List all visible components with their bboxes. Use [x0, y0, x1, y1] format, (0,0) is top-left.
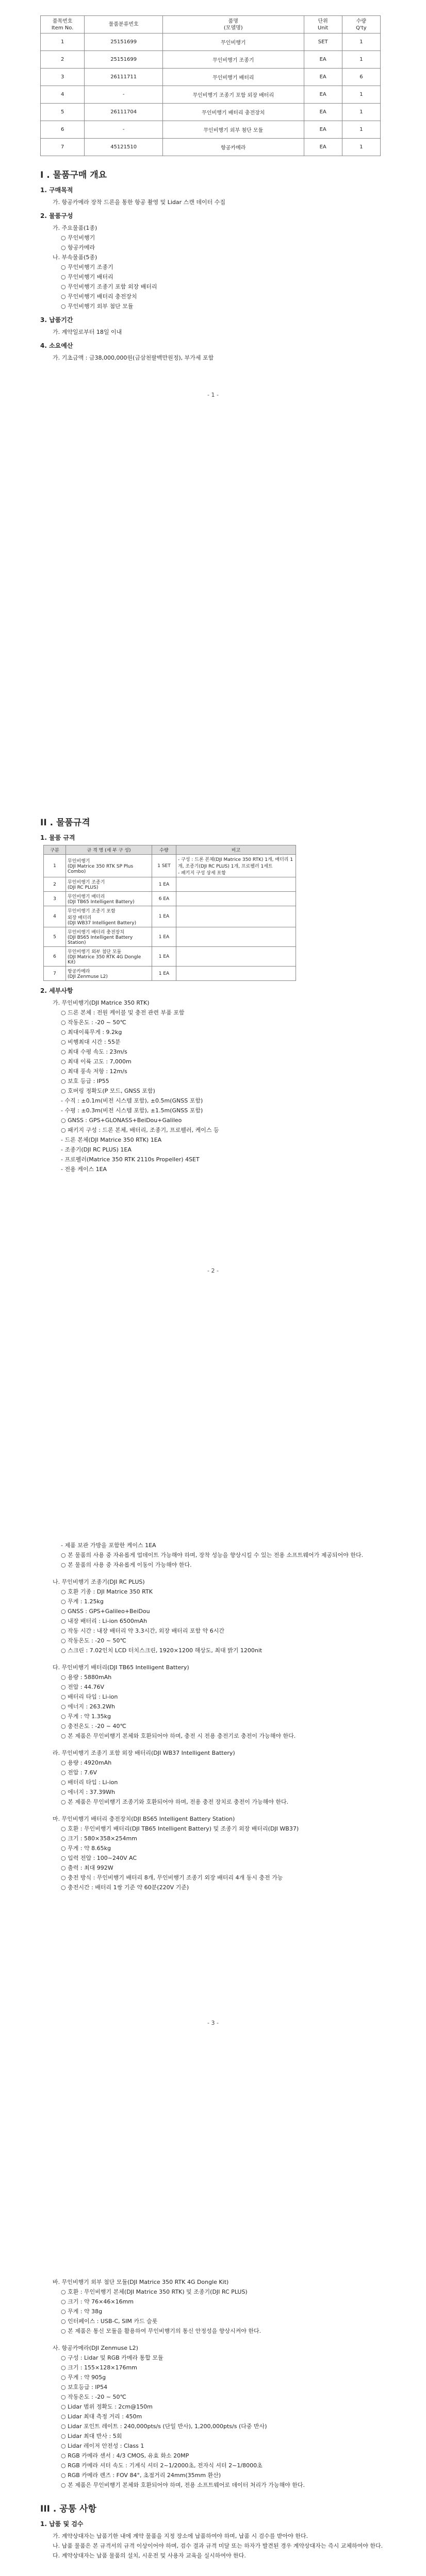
- table-row: [44, 855, 296, 877]
- table-row: [41, 121, 381, 139]
- table-cell: EA: [304, 139, 342, 156]
- list-item: - 조종기(DJI RC PLUS) 1EA: [61, 1146, 132, 1153]
- table-cell: 1 EA: [152, 967, 176, 981]
- list-item: ○ 본 물품의 사용 중 자유롭게 업데이트 가능해야 하며, 장착 성능을 향상시킬 수 있는 전용 소프트웨어가 제공되어야 한다.: [61, 1552, 364, 1558]
- list-item: ○ Lidar 최대 반사 : 5회: [61, 2433, 122, 2439]
- table-cell: -: [85, 86, 163, 104]
- list-item: ○ 크기 : 580×358×254mm: [61, 1835, 137, 1842]
- list-item: ○ 충전온도 : -20 ~ 40℃: [61, 1723, 126, 1730]
- header-cell: 단위 Unit: [304, 16, 342, 33]
- list-item: ○ 무인비행기 조종기 포함 외장 배터리: [61, 283, 157, 290]
- list-item: ○ 스크린 : 7.02인치 LCD 터치스크린, 1920×1200 해상도, 최대 밝기 1200nit: [61, 1647, 263, 1654]
- table-cell: 1 EA: [152, 877, 176, 892]
- table-cell: 25151699: [85, 33, 163, 51]
- table-cell: 무인비행기 조종기 (DJI RC PLUS): [66, 877, 152, 892]
- list-item: ○ 무게 : 1.25kg: [61, 1598, 104, 1605]
- list-item: ○ RGB 카메라 센서 : 4/3 CMOS, 유효 화소 20MP: [61, 2452, 189, 2459]
- s1-line: 가. 항공카메라 장착 드론을 통한 항공 촬영 및 Lidar 스캔 데이터 수집: [53, 199, 226, 206]
- list-item: ○ 출력 : 최대 992W: [61, 1865, 113, 1871]
- list-item: ○ 무인비행기 배터리: [61, 274, 113, 280]
- table-row: [44, 927, 296, 947]
- table-cell: 1: [342, 86, 380, 104]
- table-cell: [176, 906, 296, 927]
- list-item: ○ 최대이륙무게 : 9.2kg: [61, 1029, 122, 1036]
- table-cell: 1: [342, 51, 380, 69]
- page-4: [0, 2257, 426, 2576]
- spec-table-header: [44, 845, 296, 855]
- sub-heading: 다. 무인비행기 배터리(DJI TB65 Intelligent Battery): [53, 1664, 189, 1671]
- header-cell: 물품분류번호: [85, 16, 163, 33]
- list-item: ○ 작동온도 : -20 ~ 50℃: [61, 2394, 126, 2400]
- table-cell: 1: [41, 33, 85, 51]
- table-cell: 1 EA: [152, 906, 176, 927]
- list-item: ○ 내장 배터리 : Li-ion 6500mAh: [61, 1618, 148, 1624]
- items-table: [40, 15, 381, 156]
- table-cell: EA: [304, 69, 342, 86]
- table-cell: [176, 947, 296, 967]
- table-cell: 1: [342, 139, 380, 156]
- list-item: ○ 패키지 구성 : 드론 본체, 배터리, 조종기, 프로펠러, 케이스 등: [61, 1127, 219, 1133]
- table-cell: -: [85, 121, 163, 139]
- s2a-line: 가. 주요물품(1종): [53, 225, 97, 231]
- table-cell: 무인비행기 외부 첨단 모듈: [163, 121, 304, 139]
- table-cell: 1 EA: [152, 927, 176, 947]
- page-1: [0, 0, 426, 752]
- list-item: ○ 무게 : 약 38g: [61, 2308, 103, 2315]
- header-cell: 수량 Q'ty: [342, 16, 380, 33]
- s3-line: 가. 계약일로부터 18일 이내: [53, 329, 122, 335]
- list-item: ○ 크기 : 약 76×46×16mm: [61, 2298, 134, 2305]
- list-item: - 제품 보관 가방을 포함한 케이스 1EA: [61, 1542, 156, 1549]
- list-item: ○ GNSS : GPS+Galileo+BeiDou: [61, 1608, 150, 1615]
- table-cell: EA: [304, 51, 342, 69]
- table-cell: 무인비행기 배터리 충전장치: [163, 104, 304, 121]
- s2b-line: 나. 부속물품(5종): [53, 254, 97, 261]
- page-3: [0, 1504, 426, 2257]
- list-item: - 수평 : ±0.3m(비전 시스템 포함), ±1.5m(GNSS 포함): [61, 1107, 203, 1114]
- table-cell: 무인비행기 배터리: [163, 69, 304, 86]
- list-item: ○ 본 제품은 통신 모듈을 활용하여 무인비행기의 통신 안정성을 향상시켜야 한다.: [61, 2328, 261, 2334]
- table-row: [44, 892, 296, 906]
- s4-line: 가. 기초금액 : 금38,000,000원(금삼천팔백만원정), 부가세 포함: [53, 354, 214, 361]
- list-item: ○ 본 제품은 무인비행기 본체와 호환되어야 하며, 충전 시 전용 충전기로 충전이 가능해야 한다.: [61, 1733, 296, 1739]
- table-cell: 6: [44, 947, 66, 967]
- table-cell: 무인비행기 (DJI Matrice 350 RTK SP Plus Combo): [66, 855, 152, 877]
- list-item: ○ 크기 : 155×128×176mm: [61, 2364, 137, 2371]
- table-cell: 4: [41, 86, 85, 104]
- list-item: 다. 계약상대자는 납품 물품의 설치, 시운전 및 사용자 교육을 실시하여야 한다.: [53, 2552, 246, 2559]
- table-cell: 무인비행기: [163, 33, 304, 51]
- list-item: ○ RGB 카메라 셔터 속도 : 기계식 셔터 2~1/2000초, 전자식 셔터 2~1/8000초: [61, 2462, 263, 2469]
- sub-heading: 마. 무인비행기 배터리 충전장치(DJI BS65 Intelligent Battery Station): [53, 1816, 235, 1822]
- list-item: 나. 납품 물품은 본 규격서의 규격 이상이어야 하며, 검수 결과 규격 미달 또는 하자가 발견된 경우 계약상대자는 즉시 교체하여야 한다.: [53, 2543, 383, 2549]
- list-item: ○ 무인비행기: [61, 234, 95, 241]
- table-cell: 항공카메라: [163, 139, 304, 156]
- list-item: ○ 본 제품은 무인비행기 본체와 호환되어야 하며, 전용 소프트웨어로 데이터 처리가 가능해야 한다.: [61, 2482, 305, 2488]
- list-item: ○ 최대 수평 속도 : 23m/s: [61, 1048, 127, 1055]
- table-row: [44, 906, 296, 927]
- list-item: ○ 무게 : 약 1.35kg: [61, 1713, 111, 1720]
- table-cell: 1: [342, 104, 380, 121]
- sub-heading: 라. 무인비행기 조종기 포함 외장 배터리(DJI WB37 Intelligent Battery): [53, 1750, 235, 1756]
- list-item: ○ 작동온도 : -20 ~ 50℃: [61, 1637, 126, 1644]
- sub-heading: 사. 항공카메라(DJI Zenmuse L2): [53, 2345, 138, 2351]
- table-cell: 무인비행기 외부 첨단 모듈 (DJI Matrice 350 RTK 4G Dongle Kit): [66, 947, 152, 967]
- list-item: - 프로펠러(Matrice 350 RTK 2110s Propeller) 4SET: [61, 1156, 200, 1163]
- list-item: ○ GNSS : GPS+GLONASS+BeiDou+Galileo: [61, 1117, 182, 1124]
- table-row: [41, 86, 381, 104]
- section-1-title: I . 물품구매 개요: [40, 170, 107, 180]
- header-cell: 규 격 명 (세 부 구 성): [66, 845, 152, 855]
- section-2-title: II . 물품규격: [40, 818, 90, 828]
- table-cell: 3: [41, 69, 85, 86]
- list-item: ○ 항공카메라: [61, 244, 95, 251]
- list-item: ○ 비행최대 시간 : 55분: [61, 1039, 121, 1045]
- table-cell: 무인비행기 조종기: [163, 51, 304, 69]
- table-cell: 항공카메라 (DJI Zenmuse L2): [66, 967, 152, 981]
- table-cell: EA: [304, 86, 342, 104]
- list-item: ○ 용량 : 5880mAh: [61, 1674, 112, 1681]
- list-item: ○ 최대 이륙 고도 : 7,000m: [61, 1058, 132, 1065]
- list-item: ○ 최대 풍속 저항 : 12m/s: [61, 1068, 127, 1075]
- section-3-title: III . 공통 사항: [40, 2504, 96, 2514]
- table-cell: EA: [304, 104, 342, 121]
- table-cell: [176, 967, 296, 981]
- table-cell: 26111711: [85, 69, 163, 86]
- table-row: [41, 104, 381, 121]
- page-number: - 2 -: [207, 1267, 219, 1274]
- sub-heading: 나. 무인비행기 조종기(DJI RC PLUS): [53, 1579, 145, 1585]
- list-item: ○ 배터리 타입 : Li-ion: [61, 1693, 118, 1700]
- s3-1-heading: 1. 납품 및 검수: [40, 2520, 84, 2528]
- header-cell: 품목번호 Item No.: [41, 16, 85, 33]
- list-item: ○ 호환 : 무인비행기 본체(DJI Matrice 350 RTK) 및 조종기(DJI RC PLUS): [61, 2289, 248, 2295]
- list-item: ○ 무인비행기 조종기: [61, 264, 113, 270]
- table-cell: 5: [44, 927, 66, 947]
- table-cell: 1: [342, 33, 380, 51]
- list-item: ○ 무게 : 약 905g: [61, 2374, 106, 2381]
- page-number: - 3 -: [207, 2020, 219, 2026]
- table-cell: [176, 927, 296, 947]
- header-cell: 수량: [152, 845, 176, 855]
- list-item: ○ 배터리 타입 : Li-ion: [61, 1779, 118, 1786]
- table-cell: 1 EA: [152, 947, 176, 967]
- list-item: ○ Lidar 레이저 안전성 : Class 1: [61, 2443, 144, 2449]
- list-item: - 드론 본체(DJI Matrice 350 RTK) 1EA: [61, 1137, 162, 1143]
- table-row: [41, 51, 381, 69]
- table-cell: 7: [44, 967, 66, 981]
- s3-heading: 3. 납품기간: [40, 316, 73, 324]
- table-cell: 1: [44, 855, 66, 877]
- list-item: ○ 보호등급 : IP54: [61, 2384, 108, 2391]
- table-row: [44, 877, 296, 892]
- sub-heading: 가. 무인비행기(DJI Matrice 350 RTK): [53, 999, 150, 1006]
- list-item: ○ 작동 시간 : 내장 배터리 약 3.3시간, 외장 배터리 포함 약 6시간: [61, 1628, 225, 1634]
- table-cell: 45121510: [85, 139, 163, 156]
- list-item: ○ 구성 : Lidar 및 RGB 카메라 통합 모듈: [61, 2354, 163, 2361]
- list-item: ○ 용량 : 4920mAh: [61, 1759, 112, 1766]
- table-row: [44, 967, 296, 981]
- details-heading: 2. 세부사항: [40, 987, 73, 994]
- list-item: ○ 작동온도 : -20 ~ 50℃: [61, 1019, 126, 1026]
- table-cell: [176, 877, 296, 892]
- list-item: ○ Lidar 범위 정확도 : 2cm@150m: [61, 2403, 153, 2410]
- table-cell: 5: [41, 104, 85, 121]
- table-cell: 1 SET: [152, 855, 176, 877]
- header-cell: 비고: [176, 845, 296, 855]
- table-cell: 무인비행기 배터리 (DJI TB65 Intelligent Battery): [66, 892, 152, 906]
- list-item: ○ 호환 : 무인비행기 배터리(DJI TB65 Intelligent Battery) 및 조종기 외장 배터리(DJI WB37): [61, 1825, 299, 1832]
- table-cell: 3: [44, 892, 66, 906]
- list-item: ○ RGB 카메라 렌즈 : FOV 84°, 초점거리 24mm(35mm 환산): [61, 2472, 221, 2479]
- list-item: ○ 전압 : 7.6V: [61, 1769, 97, 1776]
- list-item: ○ 충전 방식 : 무인비행기 배터리 8개, 무인비행기 조종기 외장 배터리 4개 동시 충전 가능: [61, 1874, 283, 1881]
- list-item: ○ 에너지 : 37.39Wh: [61, 1789, 116, 1795]
- table-cell: 6: [41, 121, 85, 139]
- list-item: ○ 충전시간 : 배터리 1쌍 기준 약 60분(220V 기준): [61, 1884, 189, 1891]
- page-number: - 1 -: [207, 392, 219, 398]
- table-cell: 6: [342, 69, 380, 86]
- list-item: - 수직 : ±0.1m(비전 시스템 포함), ±0.5m(GNSS 포함): [61, 1097, 203, 1104]
- list-item: ○ Lidar 포인트 레이트 : 240,000pts/s (단일 반사), 1,200,000pts/s (다중 반사): [61, 2423, 267, 2430]
- table-cell: [176, 892, 296, 906]
- table-cell: 2: [44, 877, 66, 892]
- table-row: [41, 139, 381, 156]
- header-cell: 품명 (모델명): [163, 16, 304, 33]
- page-2: [0, 752, 426, 1504]
- list-item: ○ 입력 전압 : 100~240V AC: [61, 1855, 137, 1861]
- table-row: [41, 69, 381, 86]
- sub-heading: 바. 무인비행기 외부 첨단 모듈(DJI Matrice 350 RTK 4G Dongle Kit): [53, 2279, 229, 2285]
- list-item: ○ 무게 : 약 8.65kg: [61, 1845, 111, 1852]
- list-item: ○ 에너지 : 263.2Wh: [61, 1703, 116, 1710]
- table-cell: 무인비행기 배터리 충전장치 (DJI BS65 Intelligent Battery Station): [66, 927, 152, 947]
- table-cell: 25151699: [85, 51, 163, 69]
- s2-heading: 2. 물품구성: [40, 212, 73, 219]
- table-cell: 4: [44, 906, 66, 927]
- list-item: ○ 무인비행기 배터리 충전장치: [61, 293, 137, 300]
- list-item: ○ 드론 본체 : 전원 케이블 및 충전 관련 부품 포함: [61, 1009, 185, 1016]
- list-item: ○ 무인비행기 외부 첨단 모듈: [61, 303, 134, 310]
- s4-heading: 4. 소요예산: [40, 342, 73, 349]
- table-cell: 26111704: [85, 104, 163, 121]
- list-item: ○ Lidar 최대 측정 거리 : 450m: [61, 2413, 142, 2420]
- list-item: ○ 본 물품의 사용 중 자유롭게 이동이 가능해야 한다.: [61, 1562, 192, 1568]
- table-cell: 1: [342, 121, 380, 139]
- table-row: [44, 947, 296, 967]
- spec-heading: 1. 물품 규격: [40, 834, 75, 841]
- s1-heading: 1. 구매목적: [40, 187, 73, 194]
- table-cell: 무인비행기 조종기 포함 외장 배터리 (DJI WB37 Intelligent Battery): [66, 906, 152, 927]
- table-cell: 2: [41, 51, 85, 69]
- table-cell: 7: [41, 139, 85, 156]
- list-item: ○ 호버링 정확도(P 모드, GNSS 포함): [61, 1088, 155, 1094]
- table-cell: 무인비행기 조종기 포함 외장 배터리: [163, 86, 304, 104]
- items-table-header: [41, 16, 381, 33]
- list-item: 가. 계약상대자는 납품기한 내에 계약 물품을 지정 장소에 납품하여야 하며, 납품 시 검수를 받아야 한다.: [53, 2533, 308, 2539]
- list-item: ○ 보호 등급 : IP55: [61, 1078, 109, 1084]
- table-cell: EA: [304, 121, 342, 139]
- spec-table: [43, 845, 296, 981]
- table-cell: - 구성 : 드론 본체(DJI Matrice 350 RTK) 1개, 배터리 1개, 조종기(DJI RC PLUS) 1개, 프로펠러 1세트 - 패키지 구성 상세 포함: [176, 855, 296, 877]
- list-item: ○ 인터페이스 : USB-C, SIM 카드 슬롯: [61, 2318, 158, 2325]
- list-item: ○ 본 제품은 무인비행기 조종기와 호환되어야 하며, 전용 충전 장치로 충전이 가능해야 한다.: [61, 1799, 289, 1805]
- list-item: ○ 호환 기종 : DJI Matrice 350 RTK: [61, 1588, 153, 1595]
- header-cell: 구분: [44, 845, 66, 855]
- table-cell: 6 EA: [152, 892, 176, 906]
- table-row: [41, 33, 381, 51]
- list-item: ○ 전압 : 44.76V: [61, 1684, 105, 1690]
- list-item: - 전용 케이스 1EA: [61, 1166, 107, 1173]
- table-cell: SET: [304, 33, 342, 51]
